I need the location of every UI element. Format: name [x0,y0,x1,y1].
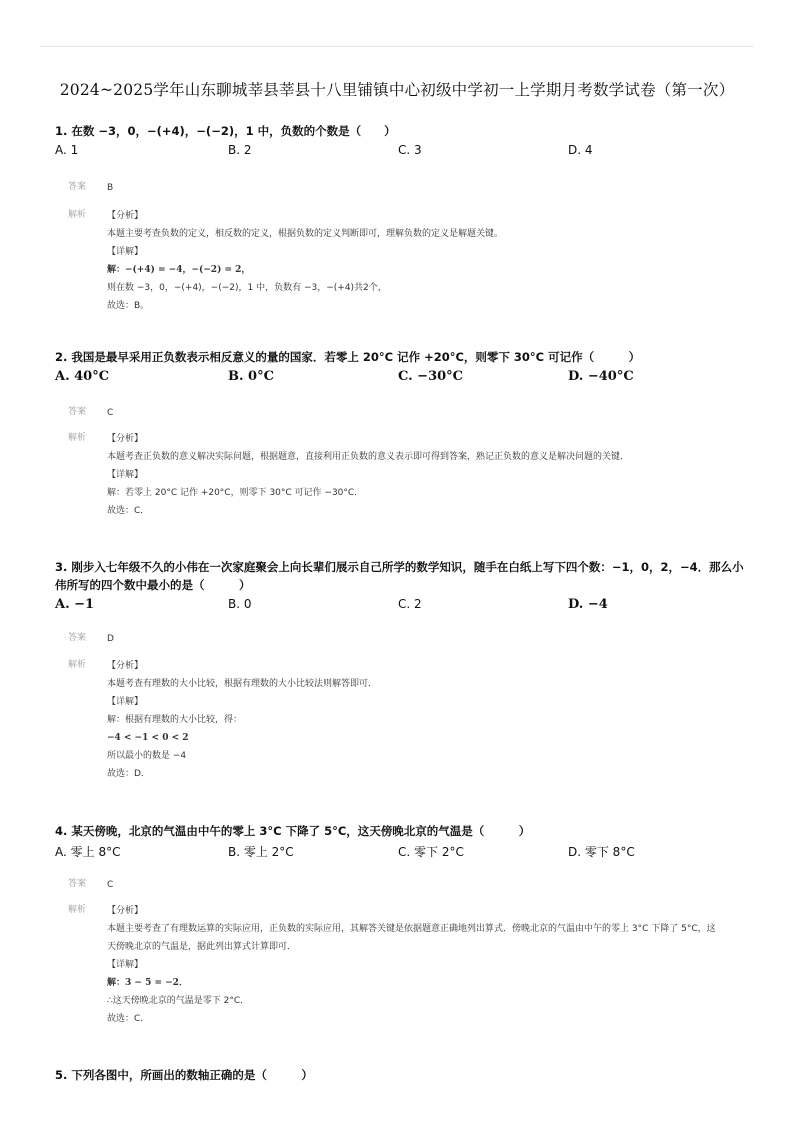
question-5 [0,1066,794,1084]
option-c[interactable]: C. 零下 2°C [398,845,464,859]
options [0,843,794,863]
analysis-line: 本题主要考查负数的定义，相反数的定义，根据负数的定义判断即可，理解负数的定义是解题关键。 [107,229,504,239]
option-c[interactable]: C. −30°C [398,369,463,384]
analysis-line: 解：3 − 5 = −2． [107,978,188,988]
answer-label: 答案 [68,182,87,192]
option-c[interactable]: C. 3 [398,143,422,157]
options [0,369,794,389]
analysis-line: 故选：B。 [107,301,150,311]
analysis-body [107,902,717,1028]
option-b[interactable]: B. 0 [228,597,252,611]
question-3 [0,558,794,783]
option-d[interactable]: D. −4 [568,597,608,612]
analysis-row [0,430,794,520]
analysis-line: 本题考查正负数的意义解决实际问题，根据题意，直接利用正负数的意义表示即可得到答案，熟记正负数的意义是解决问题的关键． [107,452,630,462]
analysis-line: 本题考查有理数的大小比较，根据有理数的大小比较法则解答即可． [107,679,378,689]
option-a[interactable]: A. 零上 8°C [55,845,121,859]
option-b[interactable]: B. 2 [228,143,252,157]
analysis-row [0,207,794,315]
analysis-label: 解析 [68,905,87,915]
analysis-line: 解：若零上 20°C 记作 +20°C，则零下 30°C 可记作 −30°C． [107,488,364,498]
question-stem: 2. 我国是最早采用正负数表示相反意义的量的国家．若零上 20°C 记作 +20°C，则零下 30°C 可记作（ ） [55,350,641,364]
analysis-label: 解析 [68,433,87,443]
analysis-label: 解析 [68,210,87,220]
answer-row [0,404,794,422]
question-4 [0,822,794,1028]
question-stem: 5. 下列各图中，所画出的数轴正确的是（ ） [55,1068,313,1082]
analysis-line: 故选：D． [107,769,150,779]
option-d[interactable]: D. 零下 8°C [568,845,635,859]
question-stem: 4. 某天傍晚，北京的气温由中午的零上 3°C 下降了 5°C，这天傍晚北京的气温是（ ） [55,824,531,838]
header-divider [40,46,754,47]
answer-row [0,179,794,197]
question-stem: 1. 在数 −3，0，−(+4)，−(−2)，1 中，负数的个数是（ ） [55,124,396,138]
answer-label: 答案 [68,633,87,643]
answer-row [0,876,794,894]
answer-value: C [107,408,114,418]
question-2 [0,348,794,520]
answer-value: C [107,880,114,890]
answer-value: B [107,183,114,193]
analysis-label: 解析 [68,660,87,670]
analysis-line: 【详解】 [107,697,144,707]
option-c[interactable]: C. 2 [398,597,422,611]
analysis-line: 解：根据有理数的大小比较，得： [107,715,243,725]
analysis-body [107,430,717,520]
answer-row [0,630,794,648]
question-stem: 3. 刚步入七年级不久的小伟在一次家庭聚会上向长辈们展示自己所学的数学知识，随手在白纸上写下四个数：−1，0，2，−4．那么小伟所写的四个数中最小的是（ ） [55,560,744,592]
analysis-body [107,657,717,783]
option-b[interactable]: B. 0°C [228,369,274,384]
options [0,143,794,163]
analysis-line: 【分析】 [107,906,144,916]
option-d[interactable]: D. −40°C [568,369,634,384]
option-a[interactable]: A. 40°C [55,369,110,384]
analysis-line: 故选：C． [107,506,150,516]
analysis-line: 【详解】 [107,470,144,480]
analysis-row [0,657,794,783]
analysis-body [107,207,717,315]
analysis-line: 【分析】 [107,434,144,444]
analysis-line: 解：−(+4) = −4，−(−2) = 2， [107,265,251,275]
option-d[interactable]: D. 4 [568,143,593,157]
analysis-line: 本题主要考查了有理数运算的实际应用，正负数的实际应用，其解答关键是依据题意正确地列出算式．傍晚北京的气温由中午的零上 3°C 下降了 5°C，这天傍晚北京的气温是，据此列出算式计算即可． [107,924,716,952]
option-a[interactable]: A. −1 [55,597,95,612]
analysis-line: 【详解】 [107,960,144,970]
analysis-line: 【详解】 [107,247,144,257]
option-b[interactable]: B. 零上 2°C [228,845,294,859]
analysis-line: ∴这天傍晚北京的气温是零下 2°C． [107,996,250,1006]
analysis-row [0,902,794,1028]
analysis-line: 则在数 −3，0，−(+4)，−(−2)，1 中，负数有 −3，−(+4)共2个， [107,283,387,293]
analysis-line: −4 < −1 < 0 < 2 [107,733,189,743]
option-a[interactable]: A. 1 [55,143,79,157]
analysis-line: 【分析】 [107,211,144,221]
analysis-line: 【分析】 [107,661,144,671]
analysis-line: 所以最小的数是 −4 [107,751,187,761]
answer-label: 答案 [68,879,87,889]
question-1 [0,122,794,315]
options [0,597,794,617]
answer-value: D [107,634,114,644]
analysis-line: 故选：C． [107,1014,150,1024]
answer-label: 答案 [68,407,87,417]
page-title: 2024~2025学年山东聊城莘县莘县十八里铺镇中心初级中学初一上学期月考数学试卷（第一次） [59,81,735,99]
